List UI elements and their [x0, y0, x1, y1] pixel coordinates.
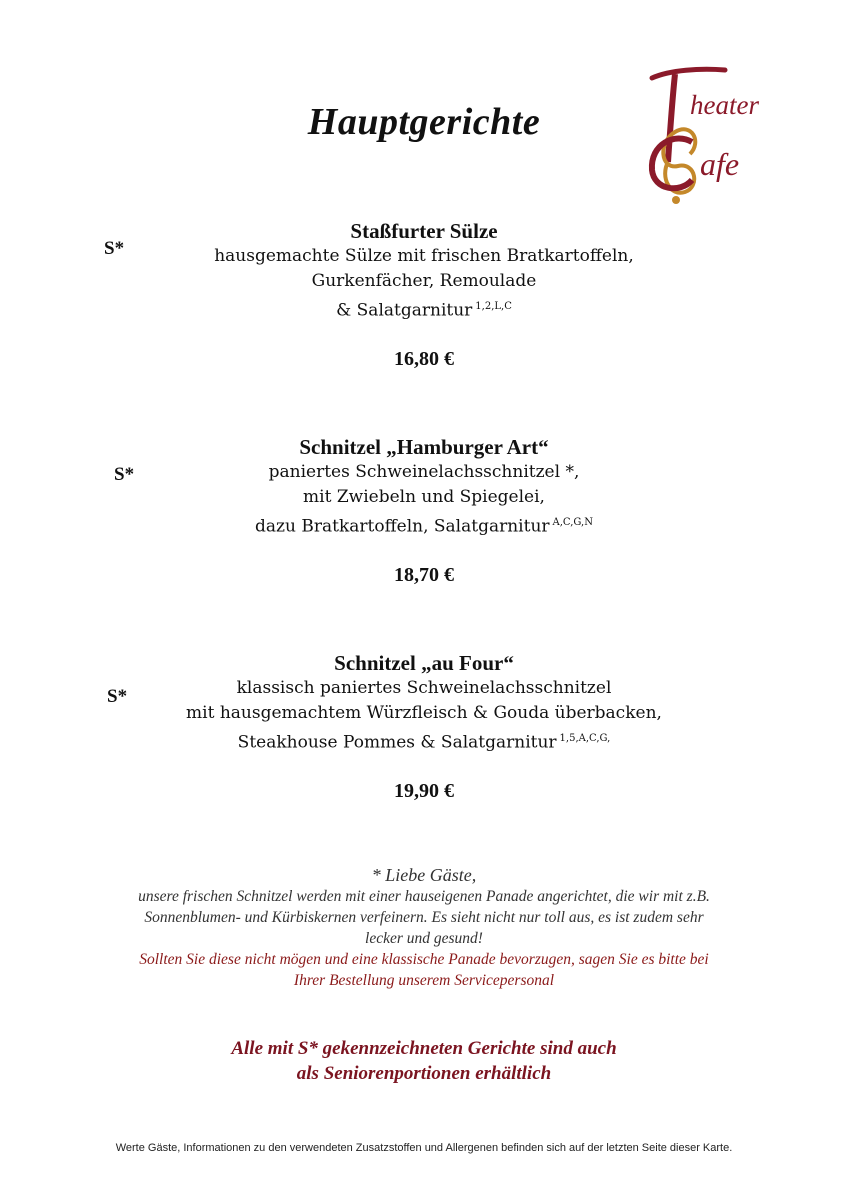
allergen-codes: 1,2,L,C	[475, 301, 512, 312]
senior-marker: S*	[104, 238, 125, 259]
page-title: Hauptgerichte	[307, 101, 541, 143]
desc-line: mit hausgemachtem Würzfleisch & Gouda überbacken,	[186, 703, 662, 723]
senior-marker: S*	[114, 464, 135, 485]
note-red-text	[90, 949, 758, 991]
dish-price: 19,90 €	[394, 779, 454, 802]
note-line: lecker und gesund!	[365, 930, 483, 947]
dish-name: Schnitzel „au Four“	[334, 651, 514, 675]
desc-line: mit Zwiebeln und Spiegelei,	[303, 487, 545, 507]
dish-price: 18,70 €	[394, 563, 454, 586]
note-body	[90, 886, 758, 949]
allergen-codes: 1,5,A,C,G,	[559, 733, 611, 744]
breading-note	[90, 864, 758, 991]
senior-line: Alle mit S* gekennzeichneten Gerichte sind auch	[231, 1038, 617, 1059]
desc-line: Steakhouse Pommes & Salatgarnitur	[237, 732, 557, 753]
desc-line: & Salatgarnitur	[336, 300, 473, 321]
dish-item	[0, 650, 848, 803]
dish-name: Schnitzel „Hamburger Art“	[299, 435, 549, 459]
logo-text-cafe: afe	[700, 146, 740, 182]
logo-text-theater: heater	[690, 90, 759, 120]
desc-line: paniertes Schweinelachsschnitzel *,	[268, 462, 580, 482]
desc-line: hausgemachte Sülze mit frischen Bratkartoffeln,	[214, 246, 634, 266]
dish-price: 16,80 €	[394, 347, 454, 370]
note-line: Ihrer Bestellung unserem Servicepersonal	[293, 972, 555, 989]
dish-item	[0, 218, 848, 371]
theater-cafe-logo	[630, 62, 770, 207]
desc-line: klassisch paniertes Schweinelachsschnitzel	[236, 678, 612, 698]
dish-item	[0, 434, 848, 587]
dish-description	[0, 460, 848, 540]
note-line: unsere frischen Schnitzel werden mit einer hauseigenen Panade angerichtet, die wir mit z.B.	[138, 888, 710, 905]
note-line: Sollten Sie diese nicht mögen und eine klassische Panade bevorzugen, sagen Sie es bitte bei	[139, 951, 709, 968]
dish-description	[0, 244, 848, 324]
allergen-footer: Werte Gäste, Informationen zu den verwendeten Zusatzstoffen und Allergenen befinden sich auf der letzten Seite dieser Karte.	[115, 1142, 733, 1154]
dish-description	[0, 676, 848, 756]
note-heading: * Liebe Gäste,	[371, 865, 477, 885]
note-line: Sonnenblumen- und Kürbiskernen verfeinern. Es sieht nicht nur toll aus, es ist zudem sehr	[144, 909, 704, 926]
dish-name: Staßfurter Sülze	[350, 219, 498, 243]
senior-marker: S*	[107, 686, 128, 707]
allergen-codes: A,C,G,N	[552, 517, 593, 528]
desc-line: Gurkenfächer, Remoulade	[311, 271, 537, 291]
senior-line: als Seniorenportionen erhältlich	[296, 1063, 552, 1084]
senior-portion-notice	[0, 1036, 848, 1086]
desc-line: dazu Bratkartoffeln, Salatgarnitur	[255, 516, 550, 537]
